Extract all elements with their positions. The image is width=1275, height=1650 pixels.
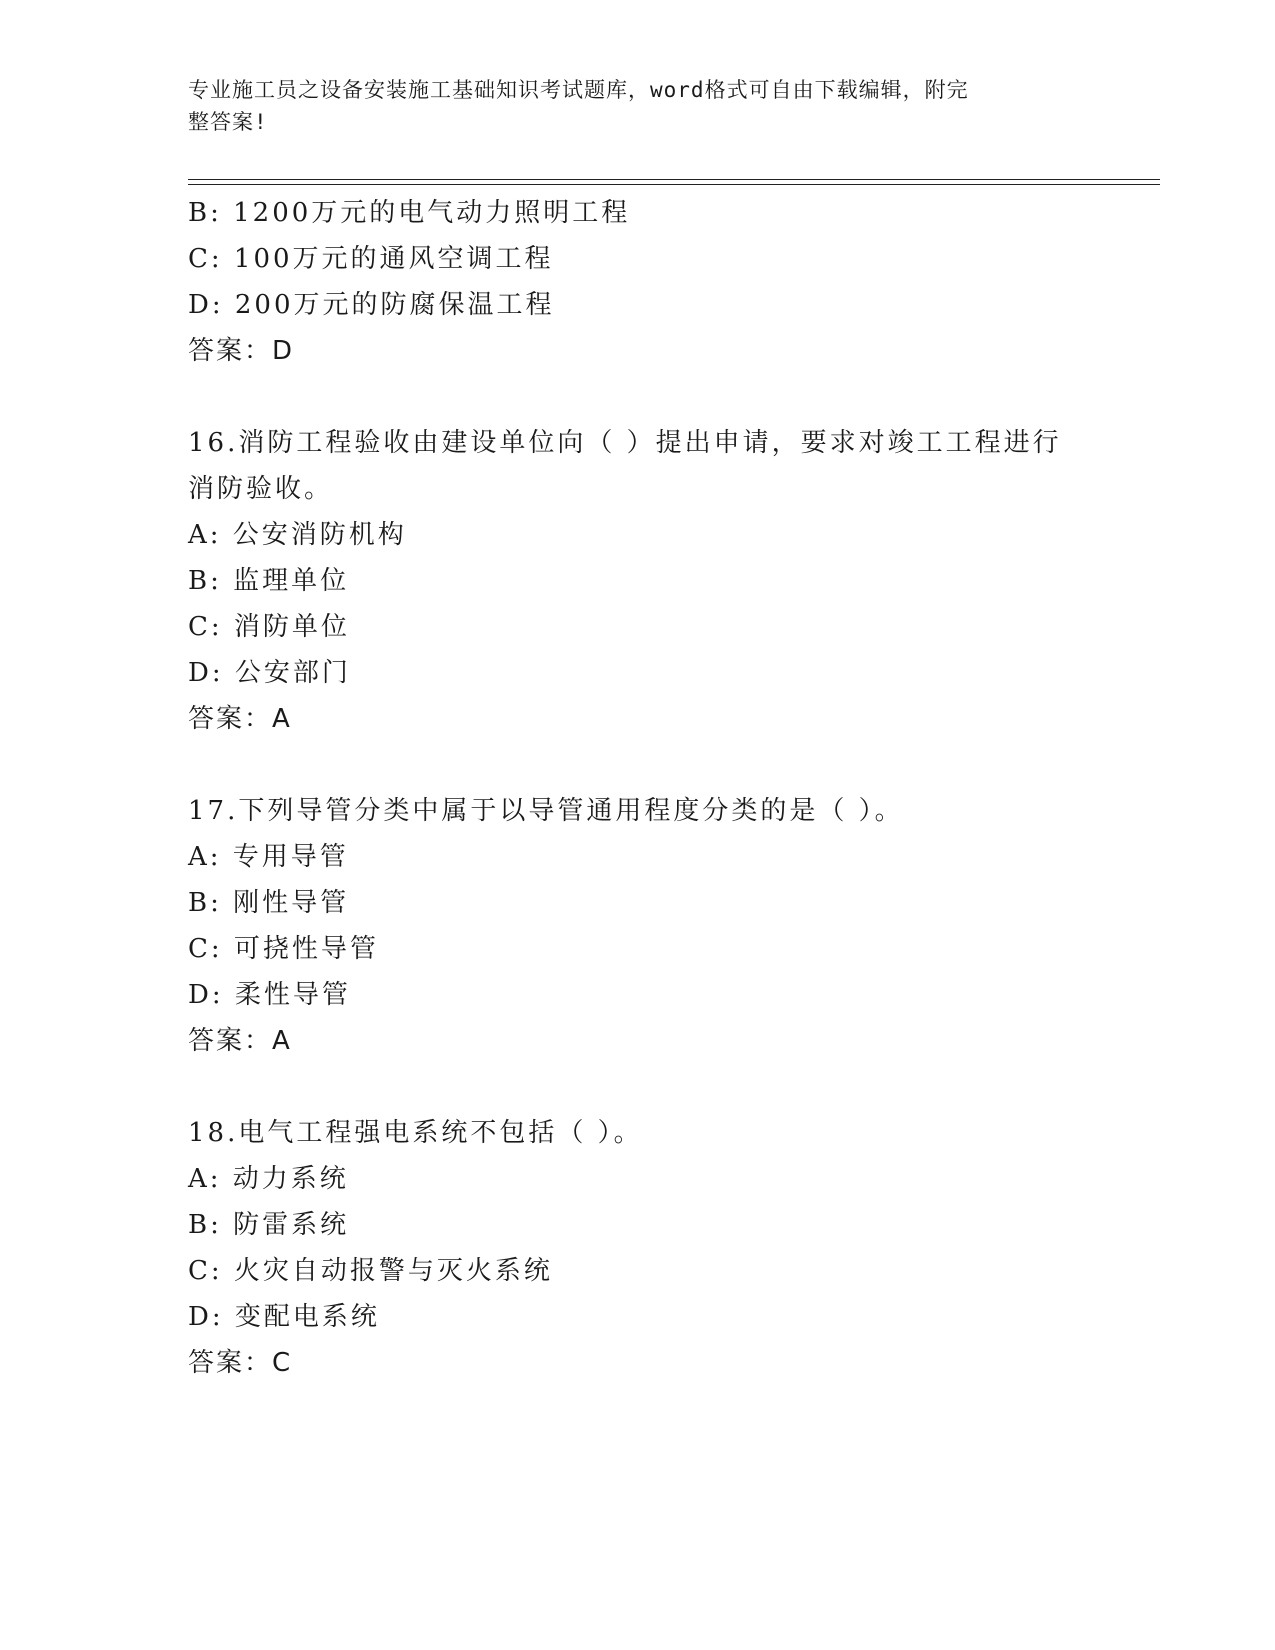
option-c: C: 火灾自动报警与灭火系统 bbox=[188, 1256, 553, 1286]
option-c: C: 100万元的通风空调工程 bbox=[188, 244, 554, 274]
question-stem: 16.消防工程验收由建设单位向（ ）提出申请，要求对竣工工程进行 bbox=[188, 428, 1062, 458]
option-b: B: 刚性导管 bbox=[188, 888, 350, 918]
option-d: D: 公安部门 bbox=[188, 658, 351, 688]
question-content bbox=[188, 190, 1088, 1386]
option-d: D: 柔性导管 bbox=[188, 980, 351, 1010]
option-b: B: 防雷系统 bbox=[188, 1210, 350, 1240]
carryover-question bbox=[188, 190, 1088, 374]
option-d: D: 变配电系统 bbox=[188, 1302, 380, 1332]
header-divider-top bbox=[188, 179, 1160, 180]
option-a: A: 专用导管 bbox=[188, 842, 349, 872]
page-header bbox=[188, 74, 1068, 138]
spacer bbox=[188, 1064, 1088, 1110]
option-b: B: 1200万元的电气动力照明工程 bbox=[188, 198, 631, 228]
spacer bbox=[188, 374, 1088, 420]
option-a: A: 动力系统 bbox=[188, 1164, 349, 1194]
question-stem: 17.下列导管分类中属于以导管通用程度分类的是（ ）。 bbox=[188, 796, 904, 826]
answer-line: 答案：A bbox=[188, 1026, 292, 1056]
question-17 bbox=[188, 788, 1088, 1064]
option-b: B: 监理单位 bbox=[188, 566, 350, 596]
question-16 bbox=[188, 420, 1088, 742]
question-stem: 18.电气工程强电系统不包括（ ）。 bbox=[188, 1118, 643, 1148]
header-divider-bottom bbox=[188, 184, 1160, 185]
option-d: D: 200万元的防腐保温工程 bbox=[188, 290, 555, 320]
answer-line: 答案：A bbox=[188, 704, 292, 734]
header-line-2: 整答案! bbox=[188, 110, 268, 134]
spacer bbox=[188, 742, 1088, 788]
option-c: C: 消防单位 bbox=[188, 612, 350, 642]
header-line-1: 专业施工员之设备安装施工基础知识考试题库，word格式可自由下载编辑，附完 bbox=[188, 78, 969, 102]
option-a: A: 公安消防机构 bbox=[188, 520, 407, 550]
answer-line: 答案：C bbox=[188, 1348, 293, 1378]
option-c: C: 可挠性导管 bbox=[188, 934, 379, 964]
question-18 bbox=[188, 1110, 1088, 1386]
answer-line: 答案：D bbox=[188, 336, 295, 366]
question-stem-continued: 消防验收。 bbox=[188, 474, 334, 504]
